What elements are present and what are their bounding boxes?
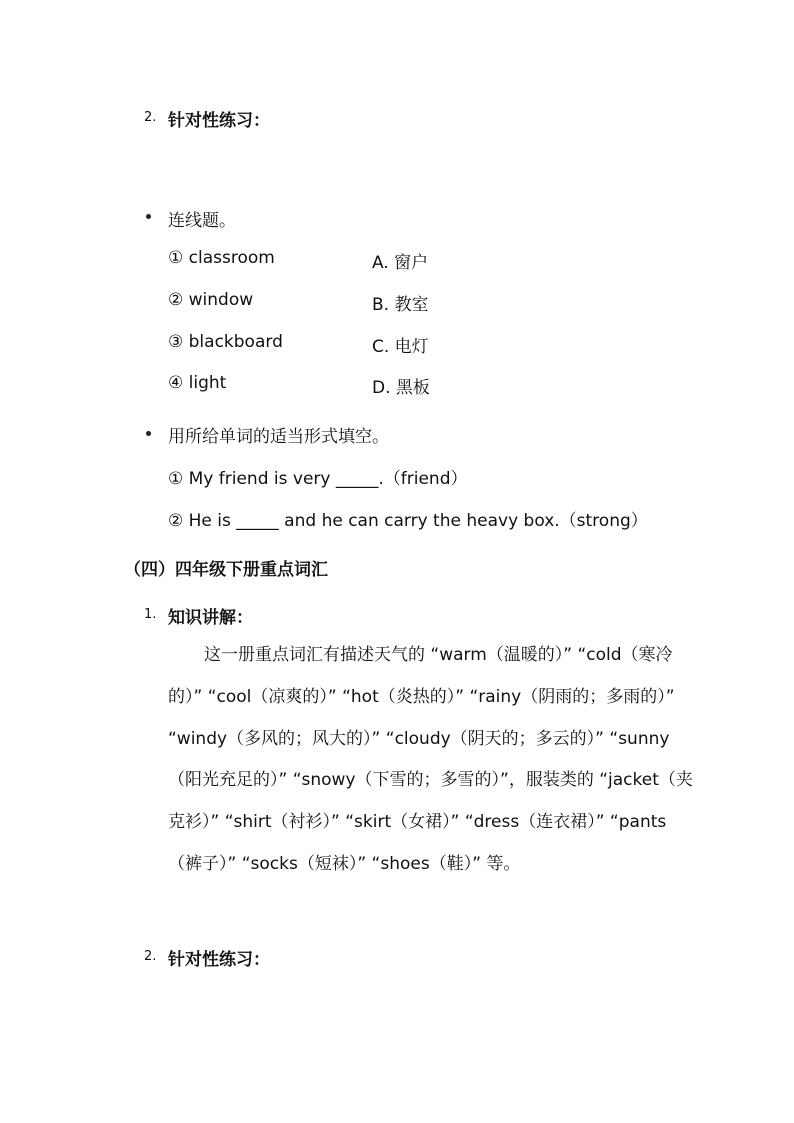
match-left-item: ④ light (168, 373, 227, 393)
list-number: 2. (144, 110, 157, 125)
section-title: （四）四年级下册重点词汇 (124, 560, 328, 580)
fill-item: ① My friend is very _____.（friend） (168, 469, 468, 489)
section-heading-practice: 针对性练习： (168, 111, 270, 131)
vocabulary-paragraph-text: 这一册重点词汇有描述天气的 “warm（温暖的）” “cold（寒冷的）” “cool（凉爽的）” “hot（炎热的）” “rainy（阴雨的；多雨的）” “windy（多风的；风大的）” “cloudy（阴天的；多云的）” “sunny（阳光充足的）” “snowy（下雪的；多雪的）”，服装类的 “jacket（夹克衫）” “shirt（衬衫）” “skirt（女裙）” “dress（连衣裙）” “pants（裤子）” “socks（短袜）” “shoes（鞋）” 等。 (168, 645, 693, 874)
vocabulary-paragraph (168, 635, 698, 886)
subheading-practice: 针对性练习： (168, 950, 270, 970)
match-right-item: D. 黑板 (372, 378, 430, 398)
list-number: 2. (144, 949, 157, 964)
subheading-knowledge: 知识讲解： (168, 608, 253, 628)
match-left-item: ③ blackboard (168, 332, 283, 352)
fill-item: ② He is _____ and he can carry the heavy box.（strong） (168, 511, 648, 531)
matching-prompt: 连线题。 (168, 211, 236, 231)
match-left-item: ① classroom (168, 248, 275, 268)
fill-prompt: 用所给单词的适当形式填空。 (168, 427, 389, 447)
match-right-item: B. 教室 (372, 295, 429, 315)
match-left-item: ② window (168, 290, 254, 310)
match-right-item: A. 窗户 (372, 253, 429, 273)
match-right-item: C. 电灯 (372, 337, 429, 357)
bullet-icon (146, 431, 151, 436)
bullet-icon (146, 214, 151, 219)
list-number: 1. (144, 607, 157, 622)
